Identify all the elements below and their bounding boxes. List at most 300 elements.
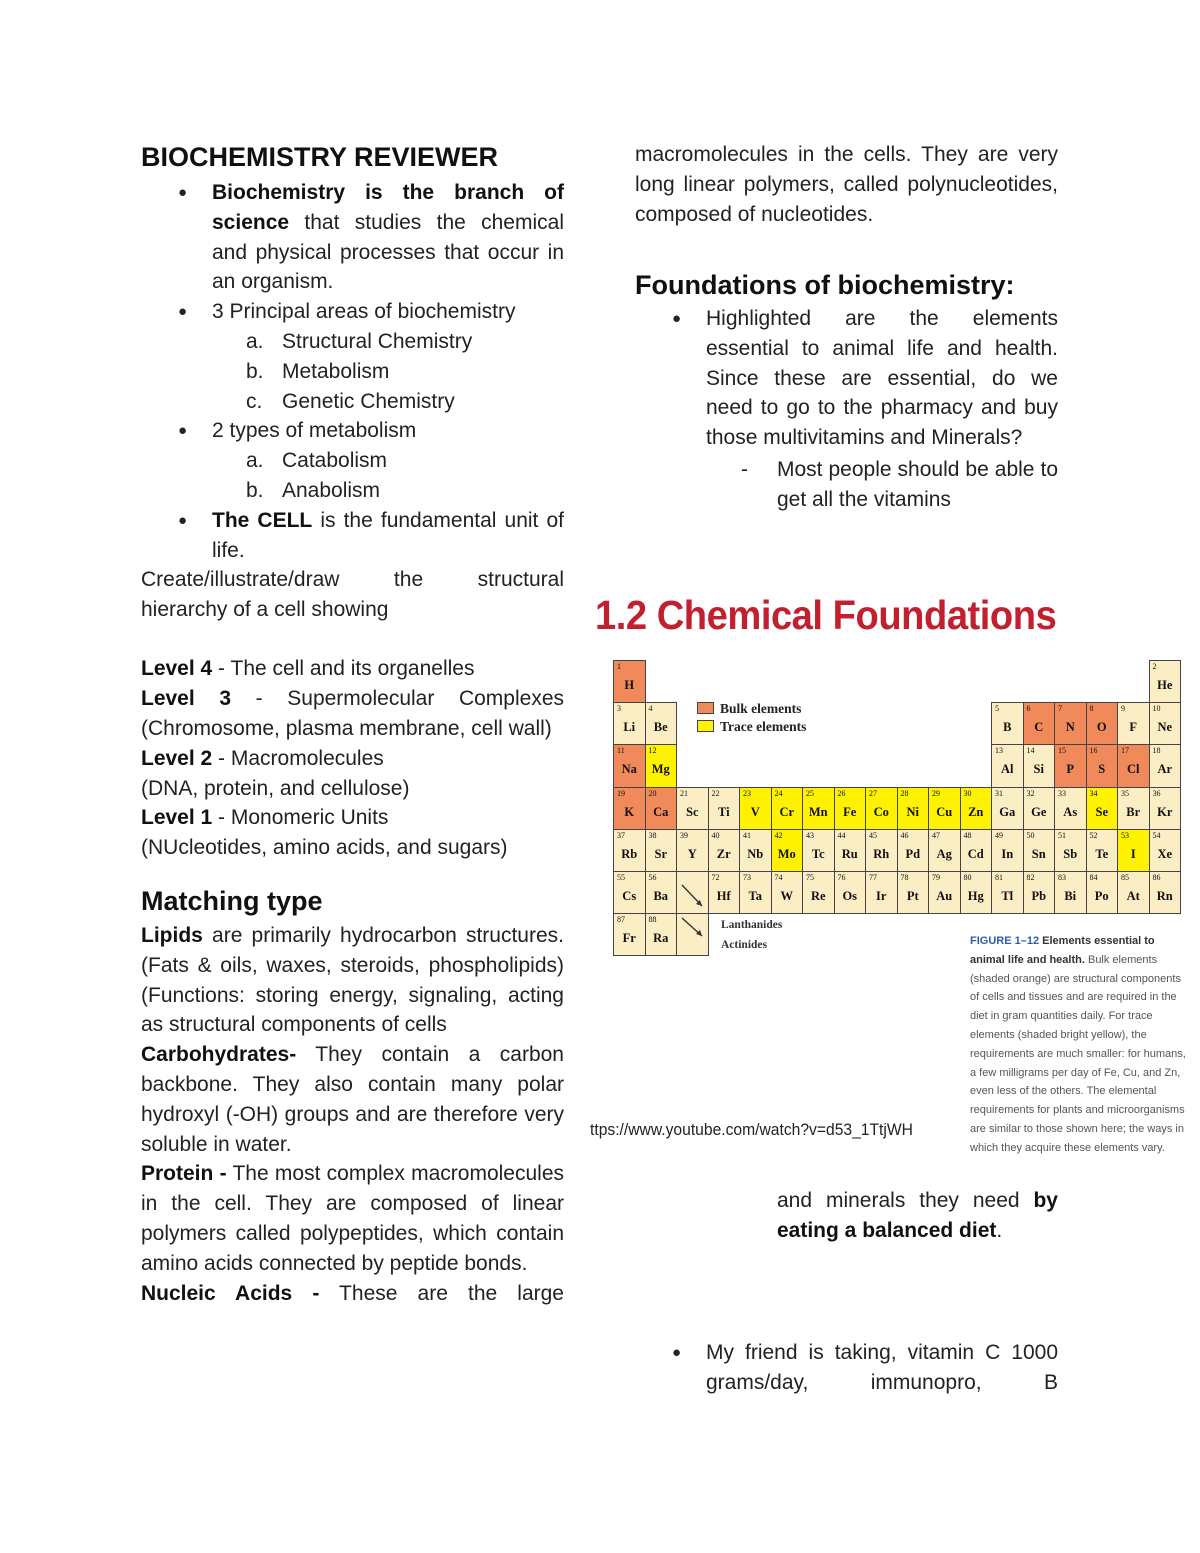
list-label: a. <box>246 329 264 353</box>
atomic-number: 78 <box>900 873 909 882</box>
element-w <box>771 871 804 914</box>
atomic-number: 8 <box>1089 704 1094 714</box>
metabolism-list <box>212 446 564 506</box>
term-label: Lipids <box>141 923 203 947</box>
element-symbol: Kr <box>1157 804 1173 819</box>
definition-bold: Biochemistry is the branch of science <box>212 181 564 234</box>
foundations-title: Foundations of biochemistry: <box>635 270 1015 300</box>
legend-bulk-label: Bulk elements <box>720 701 802 716</box>
element-symbol: Sr <box>654 846 667 861</box>
actinides-label: Actinides <box>721 939 767 951</box>
atomic-number: 85 <box>1121 873 1129 882</box>
element-symbol: Ra <box>653 931 669 946</box>
atomic-number: 83 <box>1058 873 1066 882</box>
list-item <box>246 446 564 476</box>
term-label: Nucleic Acids - <box>141 1281 320 1305</box>
element-pt <box>897 871 930 914</box>
bullet-icon: ● <box>178 422 188 440</box>
element-symbol: W <box>780 889 793 903</box>
atomic-number: 45 <box>869 830 877 840</box>
atomic-number: 9 <box>1121 704 1125 714</box>
element-xe <box>1149 829 1182 872</box>
list-text: Genetic Chemistry <box>282 389 455 413</box>
element-symbol: B <box>1003 720 1012 735</box>
element-al <box>991 744 1024 787</box>
term-text: They contain a carbon backbone. They also contain many polar hydroxyl (-OH) groups and are therefore very soluble in water. <box>141 1043 564 1156</box>
element-nb <box>739 829 772 872</box>
element-symbol: Mo <box>777 846 796 861</box>
element-i <box>1117 829 1150 872</box>
bullet-definition <box>178 178 564 297</box>
cell-text: is the fundamental unit of life. <box>212 508 564 562</box>
element-br <box>1117 787 1150 830</box>
element-symbol: Ir <box>876 889 887 903</box>
atomic-number: 38 <box>648 830 657 840</box>
atomic-number: 41 <box>743 830 751 840</box>
element-symbol: Si <box>1033 762 1044 777</box>
legend-trace-label: Trace elements <box>720 719 807 734</box>
element-f <box>1117 702 1150 745</box>
diet-bold: by eating a balanced diet <box>777 1189 1058 1242</box>
element-ca <box>645 787 678 830</box>
element-symbol: C <box>1034 720 1044 735</box>
atomic-number: 75 <box>806 873 814 882</box>
element-symbol: Br <box>1126 804 1141 819</box>
element-symbol: Hf <box>716 889 731 903</box>
element-o <box>1086 702 1119 745</box>
atomic-number: 55 <box>617 873 625 882</box>
atomic-number: 51 <box>1058 830 1066 840</box>
element-symbol: Nb <box>747 846 764 861</box>
element-symbol: Ta <box>748 889 762 903</box>
atomic-number: 50 <box>1026 830 1035 840</box>
element-symbol: Y <box>687 846 697 861</box>
chemical-foundations-heading: 1.2 Chemical Foundations <box>595 592 1057 638</box>
element-p <box>1054 744 1087 787</box>
atomic-number: 25 <box>806 788 814 798</box>
element-symbol: Ar <box>1157 762 1173 777</box>
atomic-number: 26 <box>837 788 846 798</box>
element-symbol: Na <box>621 762 637 777</box>
friend-bullet <box>672 1338 1058 1398</box>
element-ga <box>991 787 1024 830</box>
element-symbol: Mg <box>651 762 670 777</box>
atomic-number: 5 <box>995 704 999 714</box>
element-symbol: In <box>1001 846 1014 861</box>
atomic-number: 43 <box>806 830 814 840</box>
element-symbol: Se <box>1095 804 1108 819</box>
element-as <box>1054 787 1087 830</box>
atomic-number: 30 <box>963 788 972 798</box>
bullet-cell <box>178 506 564 566</box>
atomic-number: 73 <box>743 873 751 882</box>
element-na <box>613 744 646 787</box>
level-label: Level 1 <box>141 806 213 830</box>
caption-title: Elements essential to animal life and health. <box>970 935 1155 966</box>
element-symbol: Hg <box>967 889 984 903</box>
atomic-number: 21 <box>680 788 688 798</box>
atomic-number: 52 <box>1089 830 1098 840</box>
element-ne <box>1149 702 1182 745</box>
atomic-number: 27 <box>869 788 877 798</box>
atomic-number: 11 <box>617 746 625 756</box>
element-symbol: Cu <box>936 804 953 819</box>
element-te <box>1086 829 1119 872</box>
element-rn <box>1149 871 1182 914</box>
level-text: - Macromolecules <box>212 746 384 770</box>
element-symbol: Ga <box>999 804 1016 819</box>
element-ta <box>739 871 772 914</box>
list-label: b. <box>246 359 264 383</box>
atomic-number: 54 <box>1152 830 1161 840</box>
element-symbol: Pb <box>1031 889 1047 903</box>
element-se <box>1086 787 1119 830</box>
foundations-body <box>672 304 1058 515</box>
nucleic-continued: macromolecules in the cells. They are very long linear polymers, called polynucleotides, composed of nucleotides. <box>635 143 1058 226</box>
element-os <box>834 871 867 914</box>
element-symbol: Tl <box>1001 889 1014 903</box>
atomic-number: 19 <box>617 788 625 798</box>
element-rh <box>865 829 898 872</box>
element-symbol: Os <box>842 889 858 903</box>
atomic-number: 42 <box>774 830 783 840</box>
foundations-bullet <box>672 304 1058 453</box>
element-symbol: Li <box>623 720 636 735</box>
element-symbol: K <box>624 804 635 819</box>
element-ru <box>834 829 867 872</box>
list-item <box>246 327 564 357</box>
element-be <box>645 702 678 745</box>
element-co <box>865 787 898 830</box>
caption-label: FIGURE 1–12 <box>970 935 1040 947</box>
element-kr <box>1149 787 1182 830</box>
element-pd <box>897 829 930 872</box>
atomic-number: 76 <box>837 873 846 882</box>
figure-caption <box>970 932 1188 1158</box>
element-symbol: P <box>1066 762 1075 777</box>
level-1 <box>141 803 564 833</box>
element-ba <box>645 871 678 914</box>
definition-text: that studies the chemical and physical processes that occur in an organism. <box>212 210 564 294</box>
atomic-number: 39 <box>680 830 688 840</box>
level-2 <box>141 744 564 774</box>
list-text: Catabolism <box>282 449 388 473</box>
list-text: Structural Chemistry <box>282 329 473 353</box>
element-symbol: Fr <box>622 931 636 946</box>
atomic-number: 80 <box>963 873 972 882</box>
term-text: are primarily hydrocarbon structures. (Fats & oils, waxes, steroids, phospholipids) (Functions: storing energy, signaling, acting as structural components of cells <box>141 923 564 1037</box>
element-symbol: Zn <box>968 804 984 819</box>
atomic-number: 2 <box>1152 662 1157 671</box>
element-symbol: Ge <box>1031 804 1047 819</box>
element-symbol: At <box>1126 889 1140 903</box>
element-ra <box>645 913 678 956</box>
element-ar <box>1149 744 1182 787</box>
element-ag <box>928 829 961 872</box>
element-symbol: Al <box>1001 762 1014 777</box>
atomic-number: 33 <box>1058 788 1066 798</box>
element-symbol: Cr <box>779 804 795 819</box>
atomic-number: 87 <box>617 915 625 925</box>
element-symbol: Ag <box>936 846 952 861</box>
element-symbol: Pt <box>906 889 919 903</box>
element-symbol: Sb <box>1063 846 1078 861</box>
level-3 <box>141 684 564 744</box>
element-symbol: Ca <box>653 804 669 819</box>
element-symbol: Po <box>1094 889 1109 903</box>
element-symbol: Au <box>936 889 953 903</box>
atomic-number: 35 <box>1121 788 1129 798</box>
level-4 <box>141 654 564 684</box>
level-label: Level 3 <box>141 687 232 711</box>
atomic-number: 29 <box>932 788 940 798</box>
element-symbol: Ti <box>717 804 730 819</box>
bullet-icon: ● <box>672 1344 682 1361</box>
atomic-number: 6 <box>1026 704 1031 714</box>
atomic-number: 56 <box>648 873 657 882</box>
element-symbol: Pd <box>905 846 921 861</box>
element-cs <box>613 871 646 914</box>
term-text: The most complex macromolecules in the cell. They are composed of linear polymers called polypeptides, which contain amino acids connected by peptide bonds. <box>141 1162 565 1275</box>
atomic-number: 17 <box>1121 746 1129 756</box>
bullet-metabolism <box>178 416 564 446</box>
atomic-number: 34 <box>1089 788 1098 798</box>
element-symbol: Ba <box>653 889 669 903</box>
element-b <box>991 702 1024 745</box>
atomic-number: 4 <box>648 704 653 714</box>
atomic-number: 18 <box>1152 746 1161 756</box>
balanced-diet-text <box>777 1186 1058 1246</box>
bullet-areas <box>178 297 564 327</box>
bullet-icon: ● <box>672 310 682 327</box>
atomic-number: 46 <box>900 830 909 840</box>
atomic-number: 53 <box>1121 830 1129 840</box>
atomic-number: 82 <box>1026 873 1035 882</box>
element-zn <box>960 787 993 830</box>
nucleic-para <box>141 1279 564 1309</box>
element-symbol: Rb <box>621 846 638 861</box>
cell-bold: The CELL <box>212 508 313 532</box>
element-cu <box>928 787 961 830</box>
document-title: BIOCHEMISTRY REVIEWER <box>141 142 499 172</box>
level-label: Level 2 <box>141 746 213 770</box>
element-symbol: Fe <box>843 804 857 819</box>
element-sn <box>1023 829 1056 872</box>
friend-text: My friend is taking, vitamin C 1000 grams/day, immunopro, B <box>706 1341 1058 1394</box>
list-label: c. <box>246 389 263 413</box>
element-n <box>1054 702 1087 745</box>
list-text: Anabolism <box>282 478 381 502</box>
element-fe <box>834 787 867 830</box>
element-symbol: Sc <box>686 804 699 819</box>
protein-para <box>141 1159 564 1278</box>
list-item <box>246 357 564 387</box>
term-label: Protein - <box>141 1162 227 1186</box>
level-text: - Supermolecular Complexes (Chromosome, plasma membrane, cell wall) <box>141 687 565 740</box>
list-item <box>246 476 564 506</box>
atomic-number: 81 <box>995 873 1003 882</box>
level-text: - The cell and its organelles <box>212 657 475 681</box>
element-symbol: O <box>1096 720 1107 735</box>
left-column-body <box>141 565 564 1308</box>
element-ti <box>708 787 741 830</box>
atomic-number: 12 <box>648 746 657 756</box>
legend-trace <box>697 718 806 736</box>
atomic-number: 31 <box>995 788 1003 798</box>
element-sc <box>676 787 709 830</box>
element-v <box>739 787 772 830</box>
element-tl <box>991 871 1024 914</box>
element-symbol: N <box>1065 720 1075 735</box>
element-cl <box>1117 744 1150 787</box>
list-label: b. <box>246 478 264 502</box>
term-text: These are the large <box>319 1281 564 1305</box>
element-hg <box>960 871 993 914</box>
level-label: Level 4 <box>141 657 213 681</box>
element-re <box>802 871 835 914</box>
atomic-number: 88 <box>648 915 657 925</box>
caption-body: Bulk elements (shaded orange) are structural components of cells and tissues and are required in the diet in gram quantities daily. For trace elements (shaded bright yellow), the requirements are much smaller: for humans, a few milligrams per day of Fe, Cu, and Zn, even less of the others. The elemental requirements for plants and microorganisms are similar to those shown here; the ways in which they acquire these elements vary. <box>970 953 1186 1154</box>
diet-text: and minerals they need <box>777 1189 1034 1212</box>
element-si <box>1023 744 1056 787</box>
element-po <box>1086 871 1119 914</box>
atomic-number: 44 <box>837 830 846 840</box>
element-symbol: Re <box>810 889 826 903</box>
atomic-number: 48 <box>963 830 972 840</box>
level-1-note: (NUcleotides, amino acids, and sugars) <box>141 836 508 860</box>
atomic-number: 32 <box>1026 788 1035 798</box>
element-rb <box>613 829 646 872</box>
atomic-number: 77 <box>869 873 877 882</box>
dash-item <box>741 455 1058 515</box>
atomic-number: 84 <box>1089 873 1098 882</box>
legend-bulk <box>697 700 806 718</box>
element-mo <box>771 829 804 872</box>
atomic-number: 36 <box>1152 788 1161 798</box>
element-symbol: H <box>624 678 635 692</box>
atomic-number: 20 <box>648 788 657 798</box>
element-symbol: Cl <box>1127 762 1140 777</box>
element-ir <box>865 871 898 914</box>
level-text: - Monomeric Units <box>212 806 389 830</box>
element-mn <box>802 787 835 830</box>
element-in <box>991 829 1024 872</box>
element-symbol: V <box>750 804 760 819</box>
youtube-link[interactable]: ttps://www.youtube.com/watch?v=d53_1TtjWH <box>590 1120 913 1139</box>
atomic-number: 13 <box>995 746 1003 756</box>
atomic-number: 1 <box>617 662 621 671</box>
list-label: a. <box>246 449 264 473</box>
element-c <box>1023 702 1056 745</box>
element-s <box>1086 744 1119 787</box>
atomic-number: 22 <box>711 788 720 798</box>
element-at <box>1117 871 1150 914</box>
element-h <box>613 660 646 703</box>
element-symbol: As <box>1063 804 1078 819</box>
element-symbol: Ni <box>906 804 919 819</box>
atomic-number: 79 <box>932 873 940 882</box>
element-symbol: Ne <box>1157 720 1173 735</box>
atomic-number: 7 <box>1058 704 1062 714</box>
element-he <box>1149 660 1182 703</box>
left-column <box>178 178 564 565</box>
atomic-number: 15 <box>1058 746 1066 756</box>
term-label: Carbohydrates- <box>141 1043 297 1067</box>
element-symbol: I <box>1130 846 1136 861</box>
trace-swatch <box>697 720 714 732</box>
metabolism-heading: 2 types of metabolism <box>212 419 417 443</box>
element-symbol: S <box>1098 762 1106 777</box>
element-ge <box>1023 787 1056 830</box>
element-cr <box>771 787 804 830</box>
element-symbol: Rn <box>1156 889 1173 903</box>
atomic-number: 24 <box>774 788 783 798</box>
dash-marker: - <box>741 457 748 481</box>
areas-heading: 3 Principal areas of biochemistry <box>212 300 516 324</box>
atomic-number: 37 <box>617 830 625 840</box>
atomic-number: 23 <box>743 788 751 798</box>
level-2-note: (DNA, protein, and cellulose) <box>141 776 410 800</box>
element-symbol: Be <box>653 720 668 735</box>
element-symbol: Cs <box>622 889 637 903</box>
element-tc <box>802 829 835 872</box>
atomic-number: 14 <box>1026 746 1035 756</box>
bullet-text: Highlighted are the elements essential to animal life and health. Since these are essential, do we need to go to the pharmacy and buy those multivitamins and Minerals? <box>706 307 1058 450</box>
element-sr <box>645 829 678 872</box>
bullet-icon: ● <box>178 511 188 529</box>
atomic-number: 72 <box>711 873 720 882</box>
atomic-number: 28 <box>900 788 909 798</box>
element-symbol: Mn <box>808 804 828 819</box>
element-symbol: Co <box>873 804 889 819</box>
atomic-number: 16 <box>1089 746 1098 756</box>
friend-item <box>672 1338 1058 1398</box>
create-line-1: Create/illustrate/draw the structural <box>141 568 564 591</box>
areas-list <box>212 327 564 416</box>
element-sb <box>1054 829 1087 872</box>
element-y <box>676 829 709 872</box>
atomic-number: 86 <box>1152 873 1161 882</box>
element-symbol: Rh <box>873 846 890 861</box>
element-symbol: He <box>1157 678 1173 692</box>
element-li <box>613 702 646 745</box>
diet-end: . <box>996 1218 1003 1242</box>
element-symbol: Bi <box>1064 889 1077 903</box>
element-symbol: Te <box>1095 846 1109 861</box>
element-fr <box>613 913 646 956</box>
element-symbol: F <box>1129 720 1138 735</box>
element-bi <box>1054 871 1087 914</box>
element-symbol: Sn <box>1031 846 1046 861</box>
atomic-number: 40 <box>711 830 720 840</box>
element-symbol: Cd <box>967 846 984 861</box>
bullet-icon: ● <box>178 303 188 321</box>
carbs-para <box>141 1040 564 1159</box>
matching-title: Matching type <box>141 885 323 916</box>
legend <box>697 700 806 736</box>
atomic-number: 49 <box>995 830 1003 840</box>
element-mg <box>645 744 678 787</box>
atomic-number: 47 <box>932 830 940 840</box>
element-symbol: Ru <box>841 846 858 861</box>
element-k <box>613 787 646 830</box>
lipids-para <box>141 921 564 1040</box>
atomic-number: 3 <box>617 704 621 714</box>
element-zr <box>708 829 741 872</box>
element-symbol: Xe <box>1157 846 1173 861</box>
bullet-icon: ● <box>178 184 188 201</box>
element-symbol: Tc <box>811 846 825 861</box>
